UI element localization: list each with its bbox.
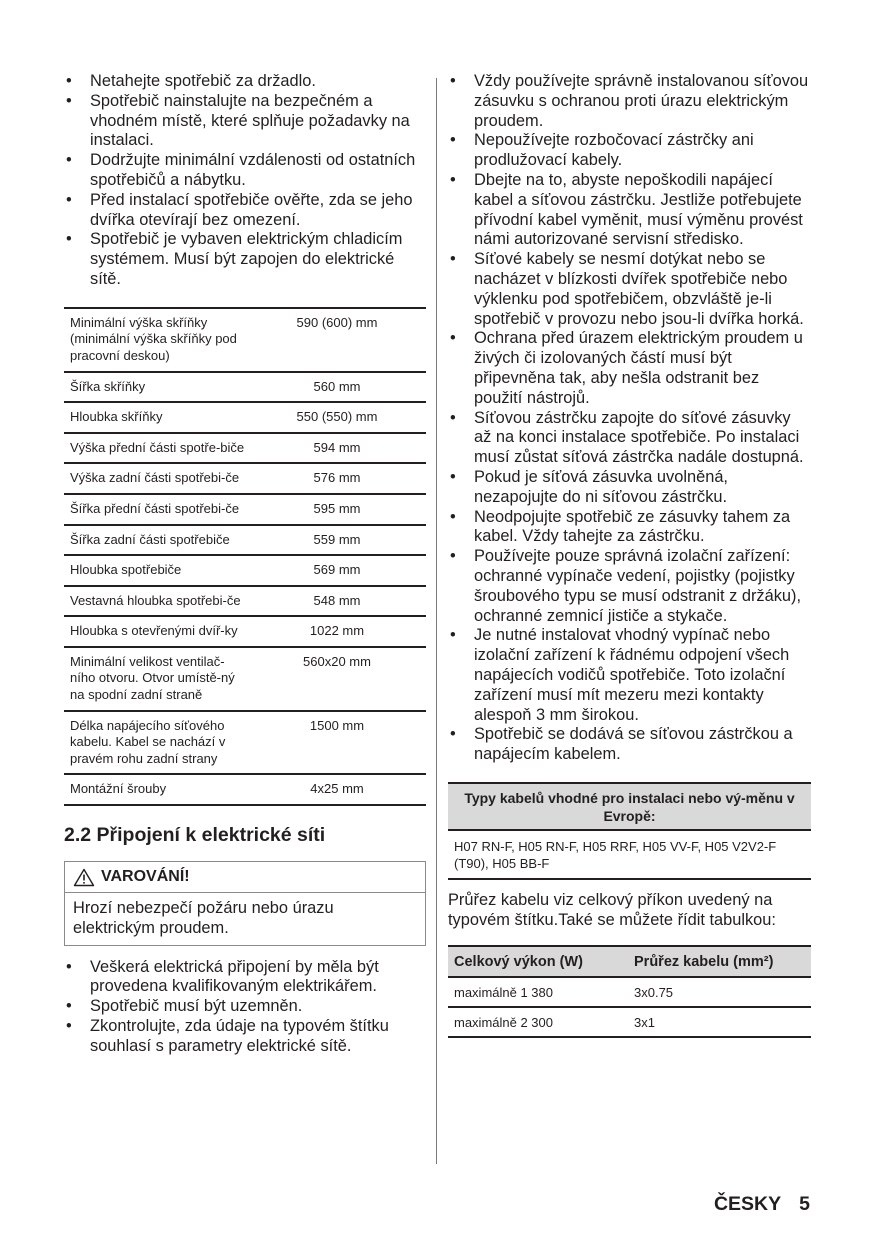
list-item: • Spotřebič nainstalujte na bezpečném a vhodném místě, které splňuje požadavky na instalaci. [64, 92, 426, 151]
list-item: • Nepoužívejte rozbočovací zástrčky ani prodlužovací kabely. [448, 131, 811, 171]
table-cell-label: Výška zadní části spotřebi-če [70, 470, 240, 486]
warning-box [64, 861, 426, 946]
warning-header [65, 862, 425, 893]
warning-text: Hrozí nebezpečí požáru nebo úrazu elektrickým proudem. [73, 899, 334, 937]
list-item: • Síťové kabely se nesmí dotýkat nebo se nacházet v blízkosti dvířek spotřebiče nebo výklenku pod spotřebičem, obzvláště je-li spotřebič v provozu nebo jsou-li dvířka horká. [448, 250, 811, 329]
table-cell: 3x0.75 [628, 977, 811, 1007]
list-item: • Dbejte na to, abyste nepoškodili napájecí kabel a síťovou zástrčku. Jestliže potřebujete přívodní kabel vyměnit, musí výměnu provést námi autorizované servisní středisko. [448, 171, 811, 250]
list-item: • Zkontrolujte, zda údaje na typovém štítku souhlasí s parametry elektrické sítě. [64, 1017, 426, 1057]
table-cell-label: Minimální velikost ventilač-ního otvoru. Otvor umístě-ný na spodní zadní straně [70, 653, 235, 703]
table-cell-label: Hloubka s otevřenými dvíř-ky [70, 623, 238, 639]
list-item: • Ochrana před úrazem elektrickým proudem u živých či izolovaných částí musí být připevněna tak, aby nešla odstranit bez použití nástrojů. [448, 329, 811, 408]
table-row [448, 977, 811, 1007]
table-cell-label: Montážní šrouby [70, 781, 167, 797]
table-cell-value: 595 mm [313, 500, 361, 516]
list-item: • Netahejte spotřebič za držadlo. [64, 72, 426, 92]
section-heading: 2.2 Připojení k elektrické síti [64, 824, 326, 847]
table-cell-label: Šířka skříňky [70, 378, 146, 394]
table-cell-label: Šířka zadní části spotřebiče [70, 531, 230, 547]
table-row [448, 1007, 811, 1037]
warning-triangle-icon [73, 868, 95, 887]
table-row [64, 433, 426, 464]
dimensions-table [64, 307, 426, 806]
table-cell-value: 560x20 mm [303, 653, 371, 669]
table-cell-label: Hloubka skříňky [70, 409, 163, 425]
warning-title: VAROVÁNÍ! [101, 868, 190, 886]
list-item: • Před instalací spotřebiče ověřte, zda se jeho dvířka otevírají bez omezení. [64, 191, 426, 231]
table-cell-value: 559 mm [313, 531, 361, 547]
list-item: • Pokud je síťová zásuvka uvolněná, nezapojujte do ni síťovou zástrčku. [448, 468, 811, 508]
electrical-bullet-list [64, 958, 426, 1057]
table-row [64, 774, 426, 805]
table-cell-label: Hloubka spotřebiče [70, 562, 182, 578]
table-cell: maximálně 2 300 [448, 1007, 628, 1037]
cable-cross-section-paragraph: Průřez kabelu viz celkový příkon uvedený na typovém štítku.Také se můžete řídit tabulkou: [448, 890, 776, 929]
column-header: Průřez kabelu (mm²) [628, 946, 811, 977]
table-cell-label: Minimální výška skříňky (minimální výška skříňky pod pracovní deskou) [70, 314, 237, 363]
list-item: • Dodržujte minimální vzdálenosti od ostatních spotřebičů a nábytku. [64, 151, 426, 191]
page-number: 5 [799, 1193, 810, 1215]
table-cell-value: 1022 mm [309, 623, 365, 639]
list-item: • Síťovou zástrčku zapojte do síťové zásuvky až na konci instalace spotřebiče. Po instalaci musí zůstat síťová zástrčka nadále dostupná. [448, 409, 811, 468]
table-cell-label: Šířka přední části spotřebi-če [70, 500, 240, 516]
list-item: • Vždy používejte správně instalovanou síťovou zásuvku s ochranou proti úrazu elektrickým proudem. [448, 72, 811, 131]
table-row [64, 463, 426, 494]
table-cell-value: 1500 mm [309, 717, 365, 733]
table-cell: maximálně 1 380 [448, 977, 628, 1007]
table-cell-value: 569 mm [313, 562, 361, 578]
table-cell-value: 590 (600) mm [296, 314, 378, 330]
footer-language: ČESKY [713, 1193, 782, 1215]
list-item: • Používejte pouze správná izolační zařízení: ochranné vypínače vedení, pojistky (pojistky šroubového typu se musí odstranit z držáku), ochranné zemnicí jističe a stykače. [448, 547, 811, 626]
column-divider [436, 78, 437, 1164]
table-row [64, 372, 426, 403]
table-header-row [448, 946, 811, 977]
table-row [64, 525, 426, 556]
table-row [64, 402, 426, 433]
safety-bullet-list [448, 72, 811, 765]
left-column [64, 72, 426, 1057]
cable-types-list: H07 RN-F, H05 RN-F, H05 RRF, H05 VV-F, H05 V2V2-F (T90), H05 BB-F [448, 829, 811, 880]
list-item: • Spotřebič musí být uzemněn. [64, 997, 426, 1017]
table-cell-value: 594 mm [313, 439, 361, 455]
table-cell-value: 548 mm [313, 592, 361, 608]
table-row [64, 586, 426, 617]
list-item: • Spotřebič je vybaven elektrickým chladicím systémem. Musí být zapojen do elektrické sítě. [64, 230, 426, 289]
table-cell-value: 576 mm [313, 470, 361, 486]
table-row [64, 494, 426, 525]
table-row [64, 555, 426, 586]
table-cell: 3x1 [628, 1007, 811, 1037]
installation-bullet-list [64, 72, 426, 290]
cable-types-title: Typy kabelů vhodné pro instalaci nebo vý-měnu v Evropě: [448, 782, 811, 829]
power-cable-table [448, 945, 811, 1038]
page-footer [696, 1193, 810, 1216]
table-cell-label: Délka napájecího síťového kabelu. Kabel se nachází v pravém rohu zadní strany [70, 717, 226, 766]
table-row [64, 616, 426, 647]
right-column [448, 72, 811, 1038]
list-item: • Spotřebič se dodává se síťovou zástrčkou a napájecím kabelem. [448, 725, 811, 765]
cable-types-box [448, 782, 811, 880]
list-item: • Je nutné instalovat vhodný vypínač nebo izolační zařízení k řádnému odpojení všech napájecích vodičů spotřebiče. Toto izolační zařízení musí mít mezeru mezi kontakty alespoň 3 mm širokou. [448, 626, 811, 725]
table-cell-value: 4x25 mm [310, 781, 364, 797]
table-cell-label: Vestavná hloubka spotřebi-če [70, 592, 241, 608]
table-cell-value: 550 (550) mm [296, 409, 378, 425]
list-item: • Veškerá elektrická připojení by měla být provedena kvalifikovaným elektrikářem. [64, 958, 426, 998]
table-cell-label: Výška přední části spotře-biče [70, 439, 245, 455]
list-item: • Neodpojujte spotřebič ze zásuvky tahem za kabel. Vždy tahejte za zástrčku. [448, 508, 811, 548]
table-row [64, 647, 426, 711]
table-row [64, 711, 426, 775]
table-cell-value: 560 mm [313, 378, 361, 394]
table-row [64, 308, 426, 372]
column-header: Celkový výkon (W) [448, 946, 628, 977]
